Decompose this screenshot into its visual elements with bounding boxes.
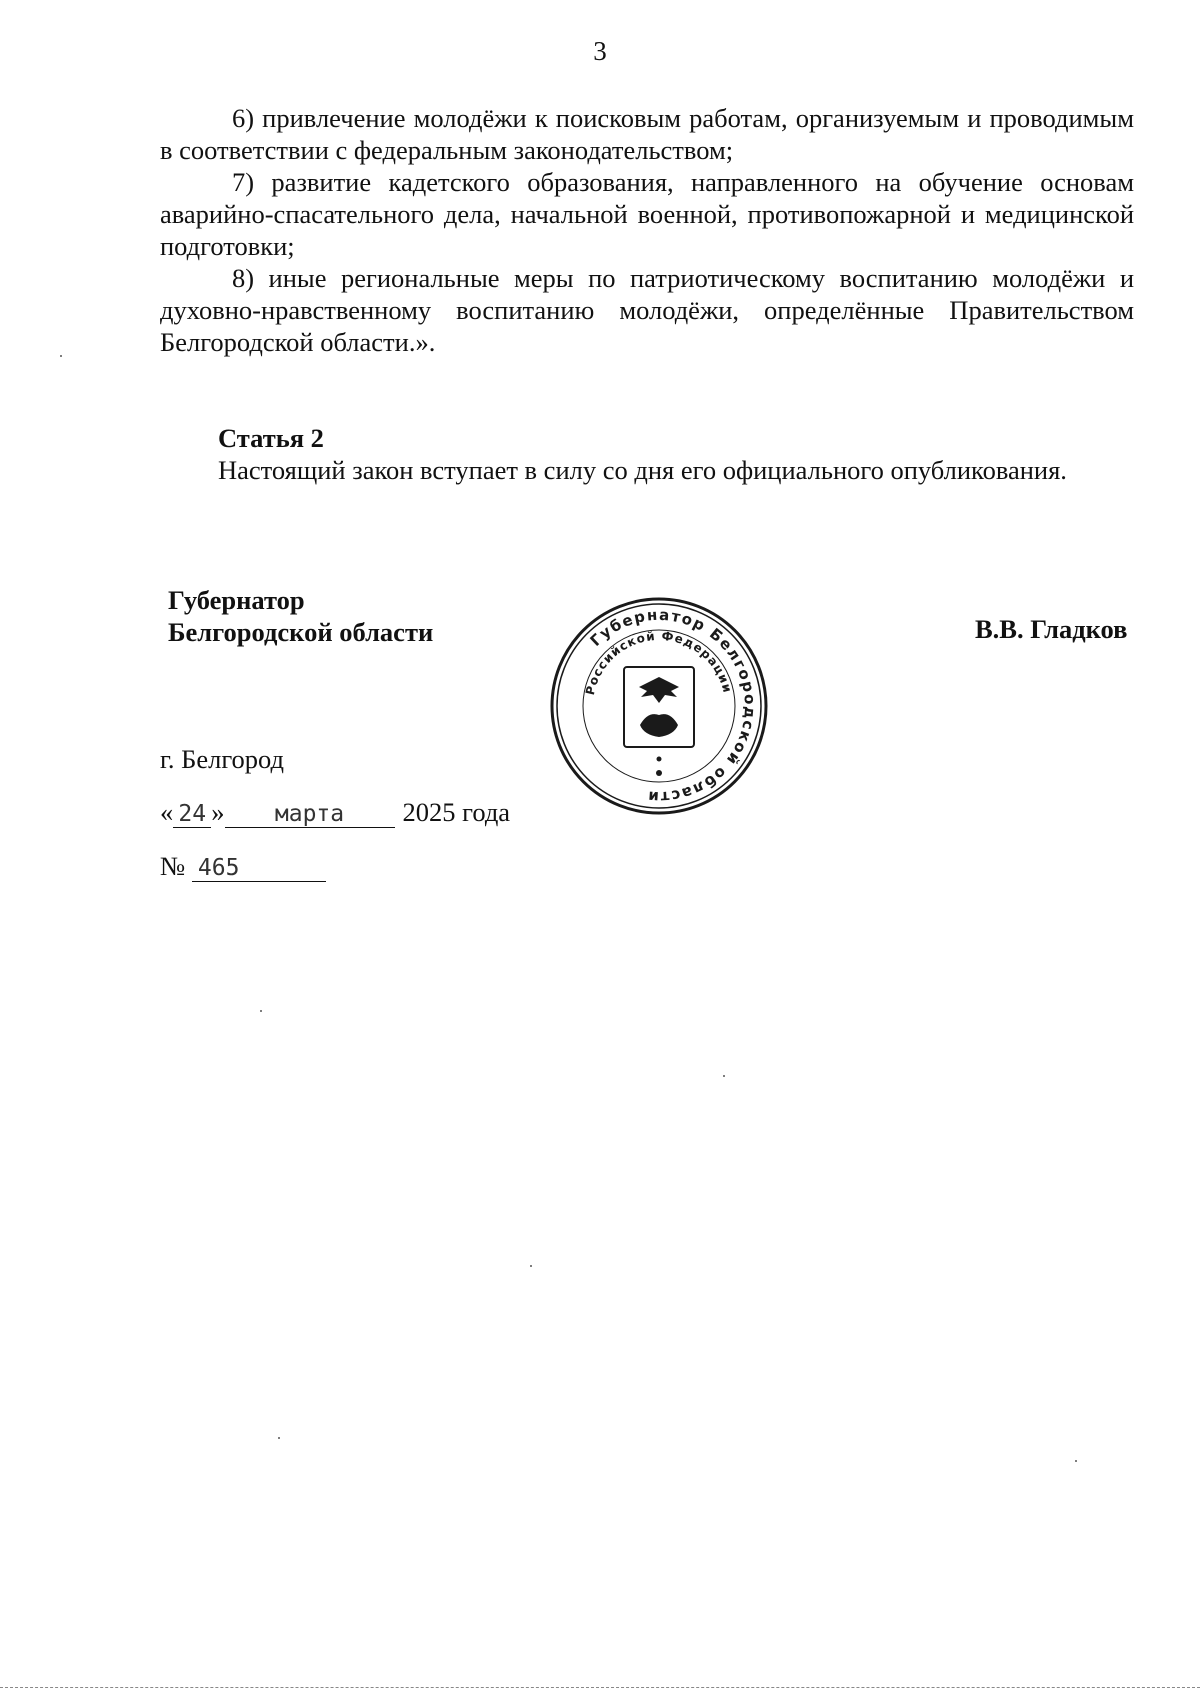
article-text: Настоящий закон вступает в силу со дня его официального опубликования. xyxy=(218,455,1067,485)
date-line xyxy=(160,797,510,828)
date-day: 24 xyxy=(173,801,211,828)
scan-speck xyxy=(723,1075,725,1077)
number-sign: № xyxy=(160,851,186,881)
official-seal-stamp xyxy=(548,595,770,817)
list-item-6: 6) привлечение молодёжи к поисковым работам, организуемым и проводимым в соответствии с федеральным законодательством; xyxy=(160,103,1134,165)
seal-outer-text: Губернатор Белгородской области xyxy=(586,605,760,807)
date-year: 2025 года xyxy=(402,797,511,827)
list-item-7: 7) развитие кадетского образования, направленного на обучение основам аварийно-спасательного дела, начальной военной, противопожарной и медицинской подготовки; xyxy=(160,167,1134,261)
scan-speck xyxy=(60,355,62,357)
list-items xyxy=(160,102,1134,358)
scan-speck xyxy=(260,1010,262,1012)
signatory-position xyxy=(168,584,433,648)
document-number: 465 xyxy=(192,855,326,882)
eagle-emblem xyxy=(639,677,679,703)
signatory-name: В.В. Гладков xyxy=(975,614,1128,644)
document-number-line xyxy=(160,851,326,882)
article-2 xyxy=(160,422,1140,486)
article-title: Статья 2 xyxy=(218,423,324,453)
scan-speck xyxy=(278,1437,280,1439)
scan-speck xyxy=(530,1265,532,1267)
date-open-quote: « xyxy=(160,797,174,827)
seal-inner-text: Российской Федерации xyxy=(582,628,735,697)
page-number: 3 xyxy=(593,36,607,66)
date-close-quote: » xyxy=(211,797,225,827)
position-line-2: Белгородской области xyxy=(168,617,434,647)
list-item-8: 8) иные региональные меры по патриотическому воспитанию молодёжи и духовно-нравственному воспитанию молодёжи, определённые Правительством Белгородской области.». xyxy=(160,263,1134,357)
lion-emblem xyxy=(640,714,678,737)
position-line-1: Губернатор xyxy=(168,585,305,615)
city-line: г. Белгород xyxy=(160,744,285,774)
scan-edge-line xyxy=(0,1687,1200,1688)
date-month: марта xyxy=(225,801,395,828)
scan-speck xyxy=(1075,1460,1077,1462)
